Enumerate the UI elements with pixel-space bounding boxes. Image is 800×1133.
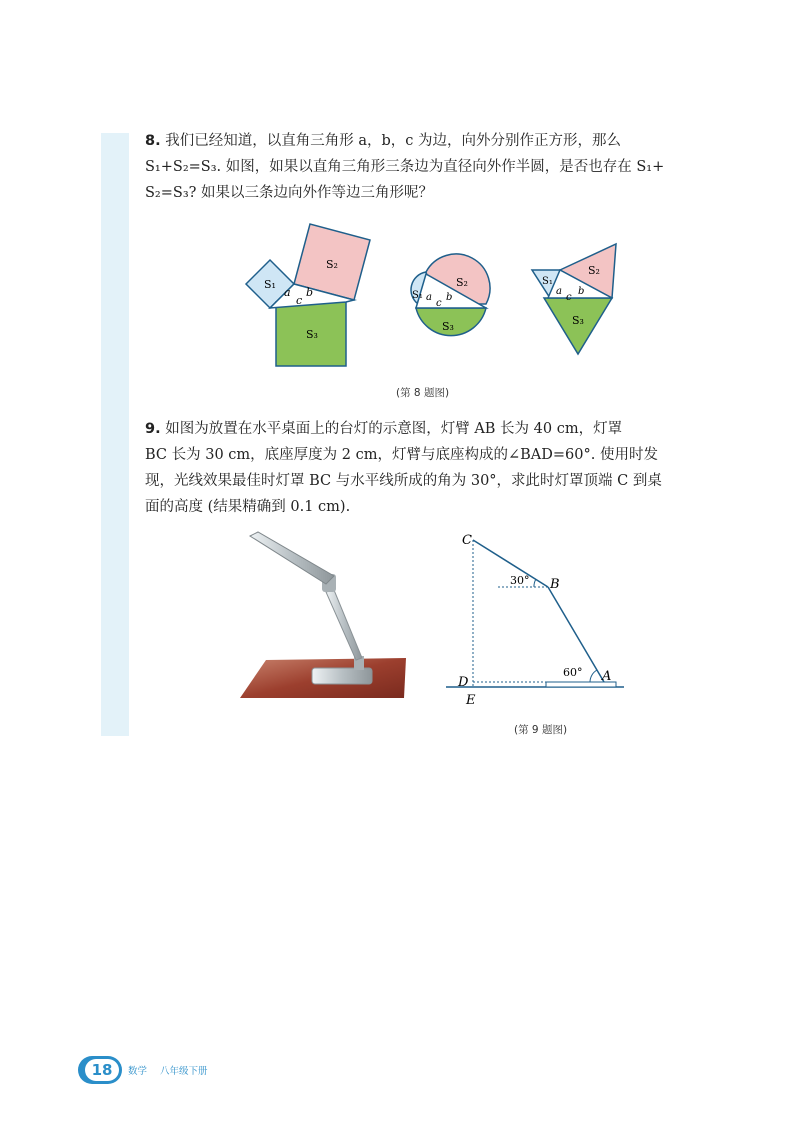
lamp-arm (326, 590, 362, 660)
problem-8-text (145, 128, 725, 206)
label-s1-fig3: S₁ (542, 276, 553, 287)
problem-9-text (145, 416, 725, 520)
label-b-fig3: b (578, 286, 585, 297)
lamp-shade (250, 532, 334, 584)
footer-book-info (128, 1063, 218, 1077)
label-a-fig3: a (556, 286, 562, 297)
problem-9-line-3: 现，光线效果最佳时灯罩 BC 与水平线所成的角为 30°，求此时灯罩顶端 C 到桌 (145, 473, 662, 489)
label-s1: S₁ (264, 278, 276, 291)
label-a: a (284, 286, 291, 299)
lamp-geometry-diagram (440, 528, 640, 708)
label-d-point: D (458, 675, 469, 690)
label-e-point: E (466, 693, 476, 708)
page-number: 18 (85, 1059, 119, 1081)
label-c-point: C (462, 533, 472, 548)
figure-8-caption: (第 8 题图) (396, 387, 450, 399)
label-s2-fig3: S₂ (588, 264, 600, 277)
footer-subject: 数学 (128, 1066, 148, 1077)
label-c-fig3: c (566, 292, 572, 303)
sidebar-band (101, 133, 129, 736)
angle-arc-60 (590, 670, 597, 682)
label-b-point: B (550, 577, 560, 592)
desk-lamp-illustration (238, 530, 408, 702)
figure-9-caption: (第 9 题图) (514, 724, 568, 736)
problem-8-line-1: 我们已经知道，以直角三角形 a，b，c 为边，向外分别作正方形，那么 (165, 133, 621, 149)
label-s2-fig2: S₂ (456, 276, 468, 289)
label-b-fig2: b (446, 292, 453, 303)
label-s2: S₂ (326, 258, 338, 271)
label-s3-fig2: S₃ (442, 320, 454, 333)
lamp-base (312, 668, 372, 684)
label-s1-fig2: S₁ (412, 290, 423, 301)
figure-semicircles (411, 254, 490, 336)
label-a-fig2: a (426, 292, 432, 303)
footer-grade: 八年级下册 (160, 1066, 208, 1077)
problem-8-line-2: S₁+S₂=S₃. 如图，如果以直角三角形三条边为直径向外作半圆，是否也存在 S₁+ (145, 159, 665, 175)
page-number-badge (78, 1056, 122, 1084)
problem-8-number: 8. (145, 133, 161, 149)
label-s3-fig3: S₃ (572, 314, 584, 327)
problem-8-figures (230, 210, 630, 370)
label-a-point: A (602, 669, 612, 684)
label-c-fig2: c (436, 298, 442, 309)
problem-9-line-1: 如图为放置在水平桌面上的台灯的示意图，灯臂 AB 长为 40 cm，灯罩 (165, 421, 623, 437)
label-angle-30: 30° (510, 574, 530, 587)
problem-9-line-4: 面的高度 (结果精确到 0.1 cm). (145, 499, 351, 515)
figure-squares (246, 224, 370, 366)
label-s3: S₃ (306, 328, 318, 341)
angle-arc-30 (534, 579, 536, 587)
label-b: b (306, 286, 314, 299)
label-c: c (296, 294, 303, 307)
page-footer (78, 1056, 298, 1086)
problem-9-line-2: BC 长为 30 cm，底座厚度为 2 cm，灯臂与底座构成的∠BAD=60°. 使用时发 (145, 447, 658, 463)
figure-triangles (532, 244, 616, 354)
problem-9-number: 9. (145, 421, 161, 437)
problem-8-line-3: S₂=S₃? 如果以三条边向外作等边三角形呢？ (145, 185, 434, 201)
label-angle-60: 60° (563, 666, 583, 679)
